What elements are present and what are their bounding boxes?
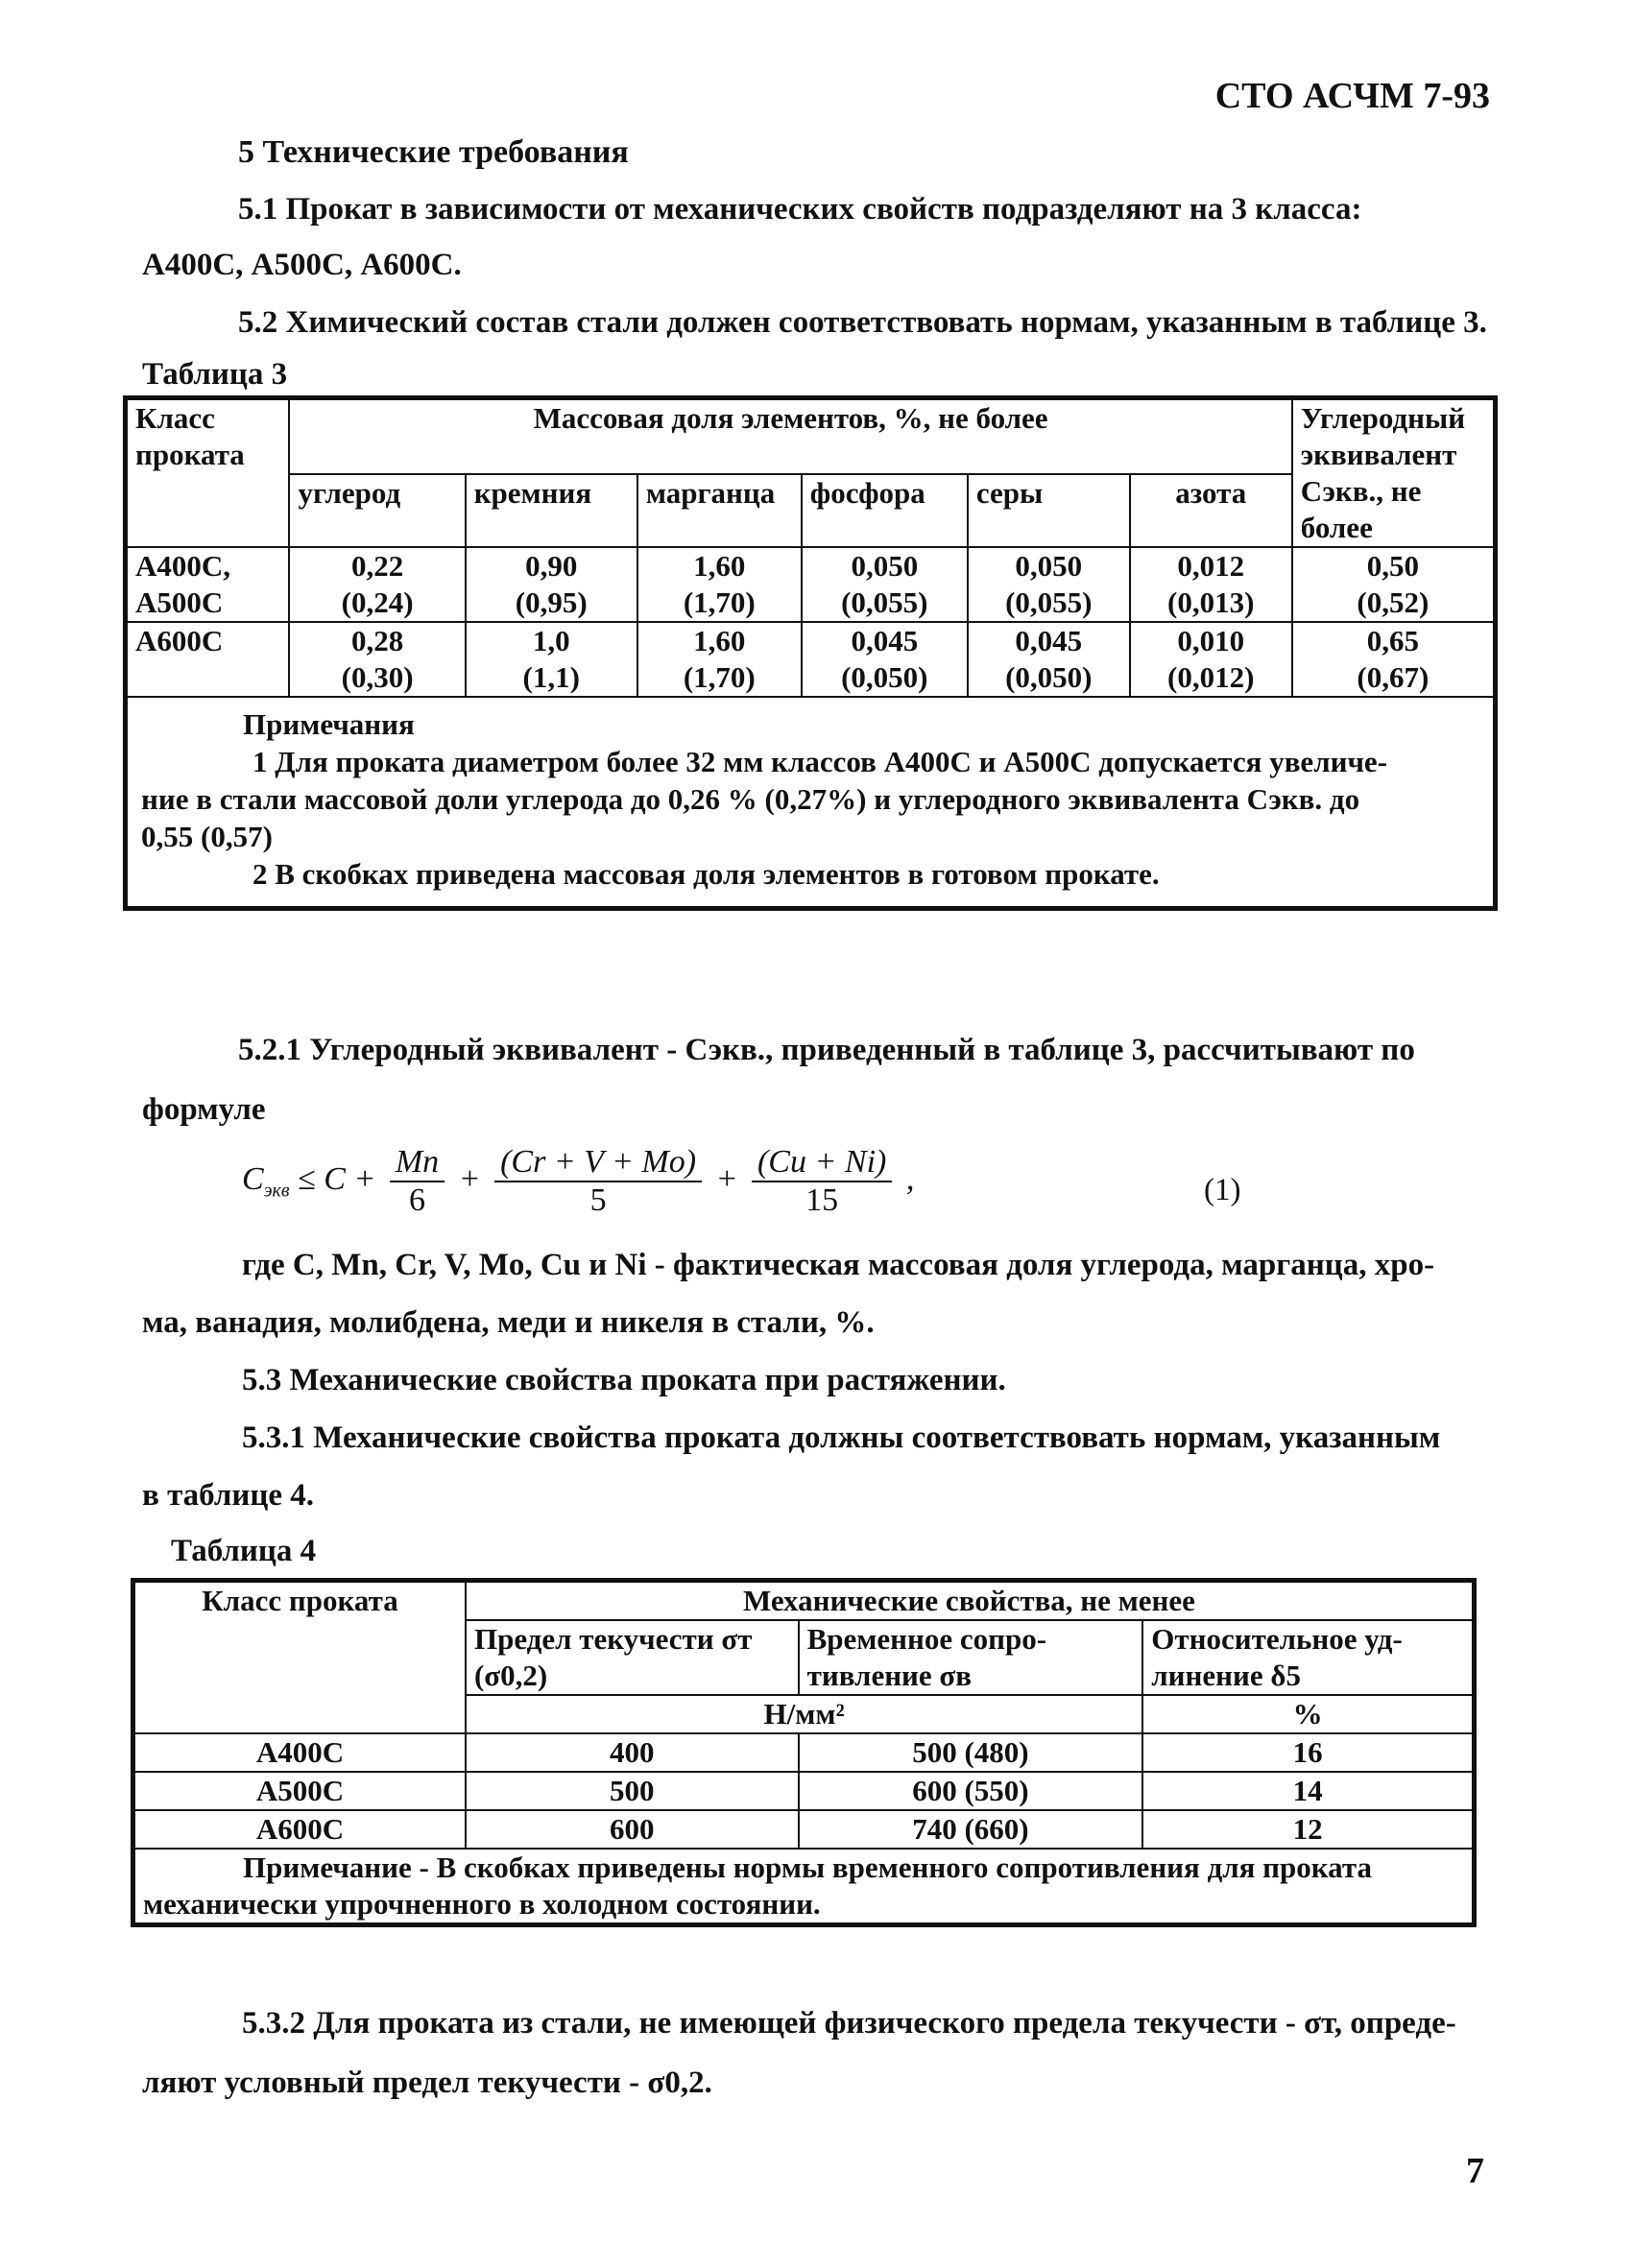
table3-caption: Таблица 3 — [142, 357, 288, 392]
paragraph-5-2: 5.2 Химический состав стали должен соответствовать нормам, указанным в таблице 3. — [238, 305, 1487, 340]
table3-cell: 0,90 (0,95) — [466, 547, 637, 622]
table4-unit-percent: % — [1142, 1695, 1474, 1733]
table-row — [133, 1733, 1475, 1772]
table3-header-group: Массовая доля элементов, %, не более — [289, 398, 1291, 474]
table4-cell: 500 — [466, 1772, 799, 1810]
table4-header-yield: Предел текучести σт (σ0,2) — [466, 1620, 799, 1695]
table-row — [133, 1772, 1475, 1810]
paragraph-5-3-1-line2: в таблице 4. — [142, 1478, 315, 1513]
table-3-chemical-composition — [123, 395, 1498, 911]
section-title: 5 Технические требования — [238, 134, 629, 170]
table3-header-manganese: марганца — [637, 474, 802, 547]
table3-cell: 1,60 (1,70) — [637, 622, 802, 697]
table4-caption: Таблица 4 — [171, 1534, 317, 1568]
table3-header-sulfur: серы — [968, 474, 1130, 547]
table3-note1-line2: ние в стали массовой доли углерода до 0,26 % (0,27%) и углеродного эквивалента Сэкв. до — [141, 782, 1360, 816]
table4-cell: 500 (480) — [799, 1733, 1143, 1772]
table3-cell: 0,045 (0,050) — [968, 622, 1130, 697]
table3-cell: 0,28 (0,30) — [289, 622, 465, 697]
table3-cell: 0,045 (0,050) — [802, 622, 968, 697]
paragraph-5-3-2-line2: ляют условный предел текучести - σ0,2. — [142, 2065, 712, 2100]
document-code-header: СТО АСЧМ 7-93 — [1214, 76, 1490, 116]
paragraph-where-line1: где С, Mn, Cr, V, Mo, Cu и Ni - фактическая массовая доля углерода, марганца, хро- — [242, 1248, 1435, 1282]
table4-cell: 740 (660) — [799, 1810, 1143, 1849]
table3-cell: 0,22 (0,24) — [289, 547, 465, 622]
table4-cell: 600 (550) — [799, 1772, 1143, 1810]
table-row — [126, 622, 1496, 697]
table4-cell-class: А600С — [133, 1810, 466, 1849]
table4-cell: 400 — [466, 1733, 799, 1772]
table3-header-equivalent: Углеродный эквивалент Сэкв., не более — [1292, 398, 1496, 548]
table3-header-carbon: углерод — [289, 474, 465, 547]
table3-cell: 0,050 (0,055) — [802, 547, 968, 622]
paragraph-5-1-line1: 5.1 Прокат в зависимости от механических свойств подразделяют на 3 класса: — [238, 192, 1362, 227]
table4-cell-class: А500С — [133, 1772, 466, 1810]
table4-header-elongation: Относительное уд- линение δ5 — [1142, 1620, 1474, 1695]
paragraph-where-line2: ма, ванадия, молибдена, меди и никеля в стали, %. — [142, 1305, 875, 1340]
table3-header-class: Класс проката — [126, 398, 290, 548]
table3-notes-title: Примечания — [243, 707, 415, 741]
table4-cell: 16 — [1142, 1733, 1474, 1772]
table4-cell: 12 — [1142, 1810, 1474, 1849]
paragraph-5-2-1-line2: формуле — [142, 1092, 266, 1127]
table3-header-silicon: кремния — [466, 474, 637, 547]
table4-unit-stress: Н/мм² — [466, 1695, 1142, 1733]
table3-note1-line3: 0,55 (0,57) — [141, 820, 273, 853]
table4-header-group: Механические свойства, не менее — [466, 1581, 1475, 1621]
table3-notes — [126, 697, 1496, 909]
table3-cell: 0,65 (0,67) — [1292, 622, 1496, 697]
table4-note-line2: механически упрочненного в холодном состоянии. — [143, 1887, 821, 1921]
table3-cell-class: А400С, А500С — [126, 547, 290, 622]
table3-header-phosphorus: фосфора — [802, 474, 968, 547]
paragraph-5-1-line2: А400С, А500С, А600С. — [142, 248, 462, 282]
table3-cell: 0,012 (0,013) — [1130, 547, 1292, 622]
table3-cell: 0,50 (0,52) — [1292, 547, 1496, 622]
table3-cell: 1,60 (1,70) — [637, 547, 802, 622]
table4-cell-class: А400С — [133, 1733, 466, 1772]
table3-cell: 0,010 (0,012) — [1130, 622, 1292, 697]
table3-cell: 1,0 (1,1) — [466, 622, 637, 697]
paragraph-5-3-1-line1: 5.3.1 Механические свойства проката должны соответствовать нормам, указанным — [242, 1420, 1441, 1455]
table3-note1-line1: 1 Для проката диаметром более 32 мм классов А400С и А500С допускается увеличе- — [252, 745, 1388, 778]
table4-note-line1: Примечание - В скобках приведены нормы временного сопротивления для проката — [243, 1850, 1372, 1884]
carbon-equivalent-formula: $C_{экв} \le C$ + $\frac{Mn}{6}$ + $\frac{(Cr + V + Mo)}{5}$ + $\frac{(Cu + Ni)}{15}$ , — [242, 1144, 915, 1218]
table4-header-tensile: Временное сопро- тивление σв — [799, 1620, 1143, 1695]
table3-note2: 2 В скобках приведена массовая доля элементов в готовом прокате. — [252, 857, 1160, 891]
table-row — [133, 1810, 1475, 1849]
table3-cell-class: А600С — [126, 622, 290, 697]
paragraph-5-2-1-line1: 5.2.1 Углеродный эквивалент - Сэкв., приведенный в таблице 3, рассчитывают по — [238, 1033, 1415, 1067]
paragraph-5-3-2-line1: 5.3.2 Для проката из стали, не имеющей физического предела текучести - σт, опреде- — [242, 2006, 1456, 2041]
table4-cell: 600 — [466, 1810, 799, 1849]
table4-note — [133, 1849, 1475, 1925]
table-row — [126, 547, 1496, 622]
table3-header-nitrogen: азота — [1130, 474, 1292, 547]
paragraph-5-3: 5.3 Механические свойства проката при растяжении. — [242, 1363, 1006, 1397]
table3-cell: 0,050 (0,055) — [968, 547, 1130, 622]
page-number: 7 — [1466, 2151, 1484, 2191]
formula-number: (1) — [1204, 1173, 1241, 1207]
table4-cell: 14 — [1142, 1772, 1474, 1810]
table-4-mechanical-properties — [131, 1578, 1477, 1927]
table4-header-class: Класс проката — [133, 1581, 466, 1734]
